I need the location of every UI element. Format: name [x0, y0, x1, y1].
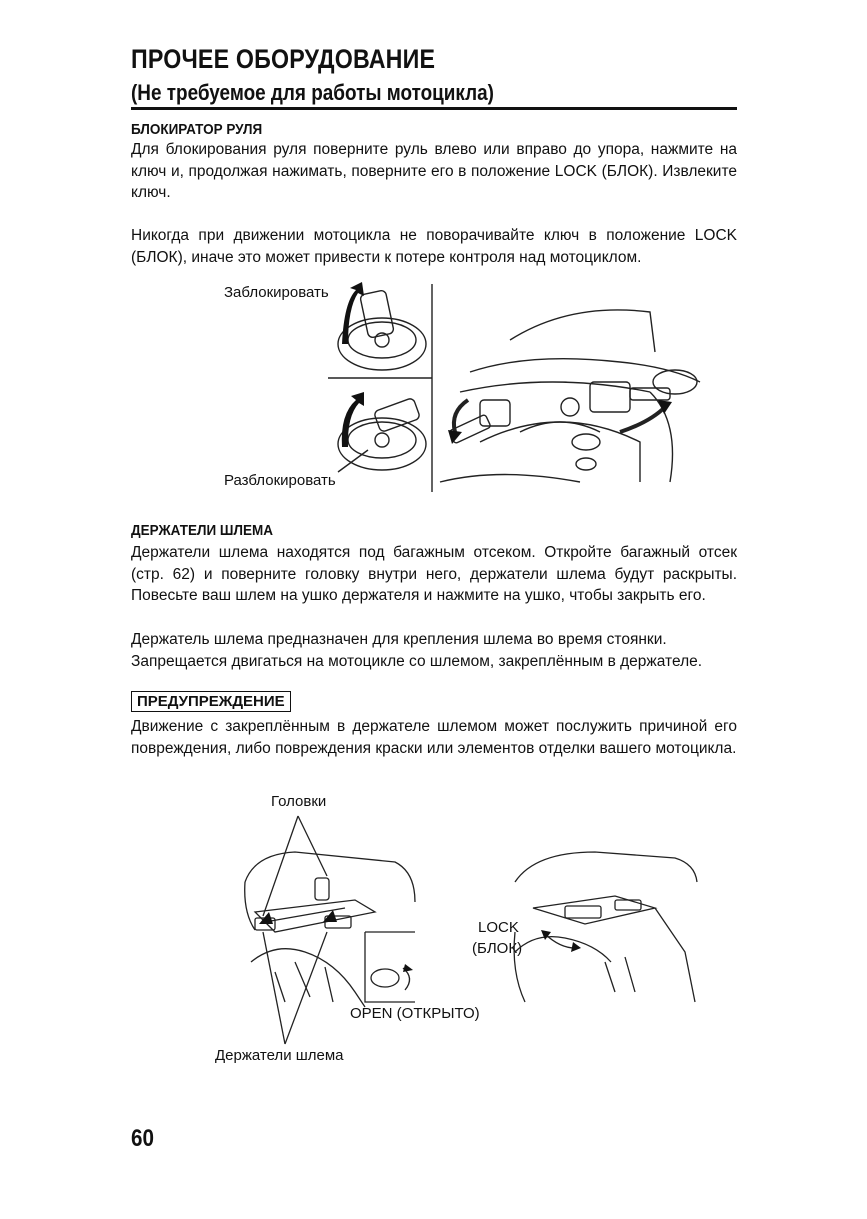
title-rule	[131, 107, 737, 110]
helmet-holders-paragraph-1: Держатели шлема находятся под багажным отсеком. Откройте багажный отсек (стр. 62) и поверните головку внутри него, держатели шлема будут раскрыты. Повесьте ваш шлем на ушко держателя и нажмите на ушко, чтобы закрыть его.	[131, 544, 737, 604]
label-open-position: OPEN (ОТКРЫТО)	[350, 1005, 480, 1022]
warning-text: Движение с закреплённым в держателе шлемом может послужить причиной его повреждения, либо повреждения краски или элементов отделки вашего мотоцикла.	[131, 718, 737, 757]
steering-lock-paragraph-2: Никогда при движении мотоцикла не поворачивайте ключ в положение LOCK (БЛОК), иначе это может привести к потере контроля над мотоциклом.	[131, 227, 737, 266]
steering-lock-heading: БЛОКИРАТОР РУЛЯ	[131, 121, 263, 138]
helmet-holders-paragraph-2-line-2: Запрещается двигаться на мотоцикле со шлемом, закреплённым в держателе.	[131, 653, 703, 670]
steering-lock-paragraph-1: Для блокирования руля поверните руль влево или вправо до упора, нажмите на ключ и, продолжая нажимать, поверните его в положение LOCK (БЛОК). Извлеките ключ.	[131, 141, 737, 201]
helmet-holder-illustration	[215, 812, 735, 1048]
label-lock: Заблокировать	[224, 284, 329, 301]
page-title: ПРОЧЕЕ ОБОРУДОВАНИЕ	[131, 44, 436, 74]
page-subtitle: (Не требуемое для работы мотоцикла)	[131, 80, 494, 105]
warning-label: ПРЕДУПРЕЖДЕНИЕ	[131, 691, 291, 712]
label-helmet-holders: Держатели шлема	[215, 1047, 344, 1064]
label-lock-position: LOCK	[478, 919, 519, 936]
helmet-holders-paragraph-2-line-1: Держатель шлема предназначен для крепления шлема во время стоянки.	[131, 631, 667, 648]
steering-lock-illustration	[320, 282, 740, 504]
label-unlock: Разблокировать	[224, 472, 336, 489]
helmet-holders-heading: ДЕРЖАТЕЛИ ШЛЕМА	[131, 522, 273, 539]
label-lock-position-ru: (БЛОК)	[472, 940, 523, 957]
page-number: 60	[131, 1125, 154, 1152]
label-knobs: Головки	[271, 793, 327, 810]
